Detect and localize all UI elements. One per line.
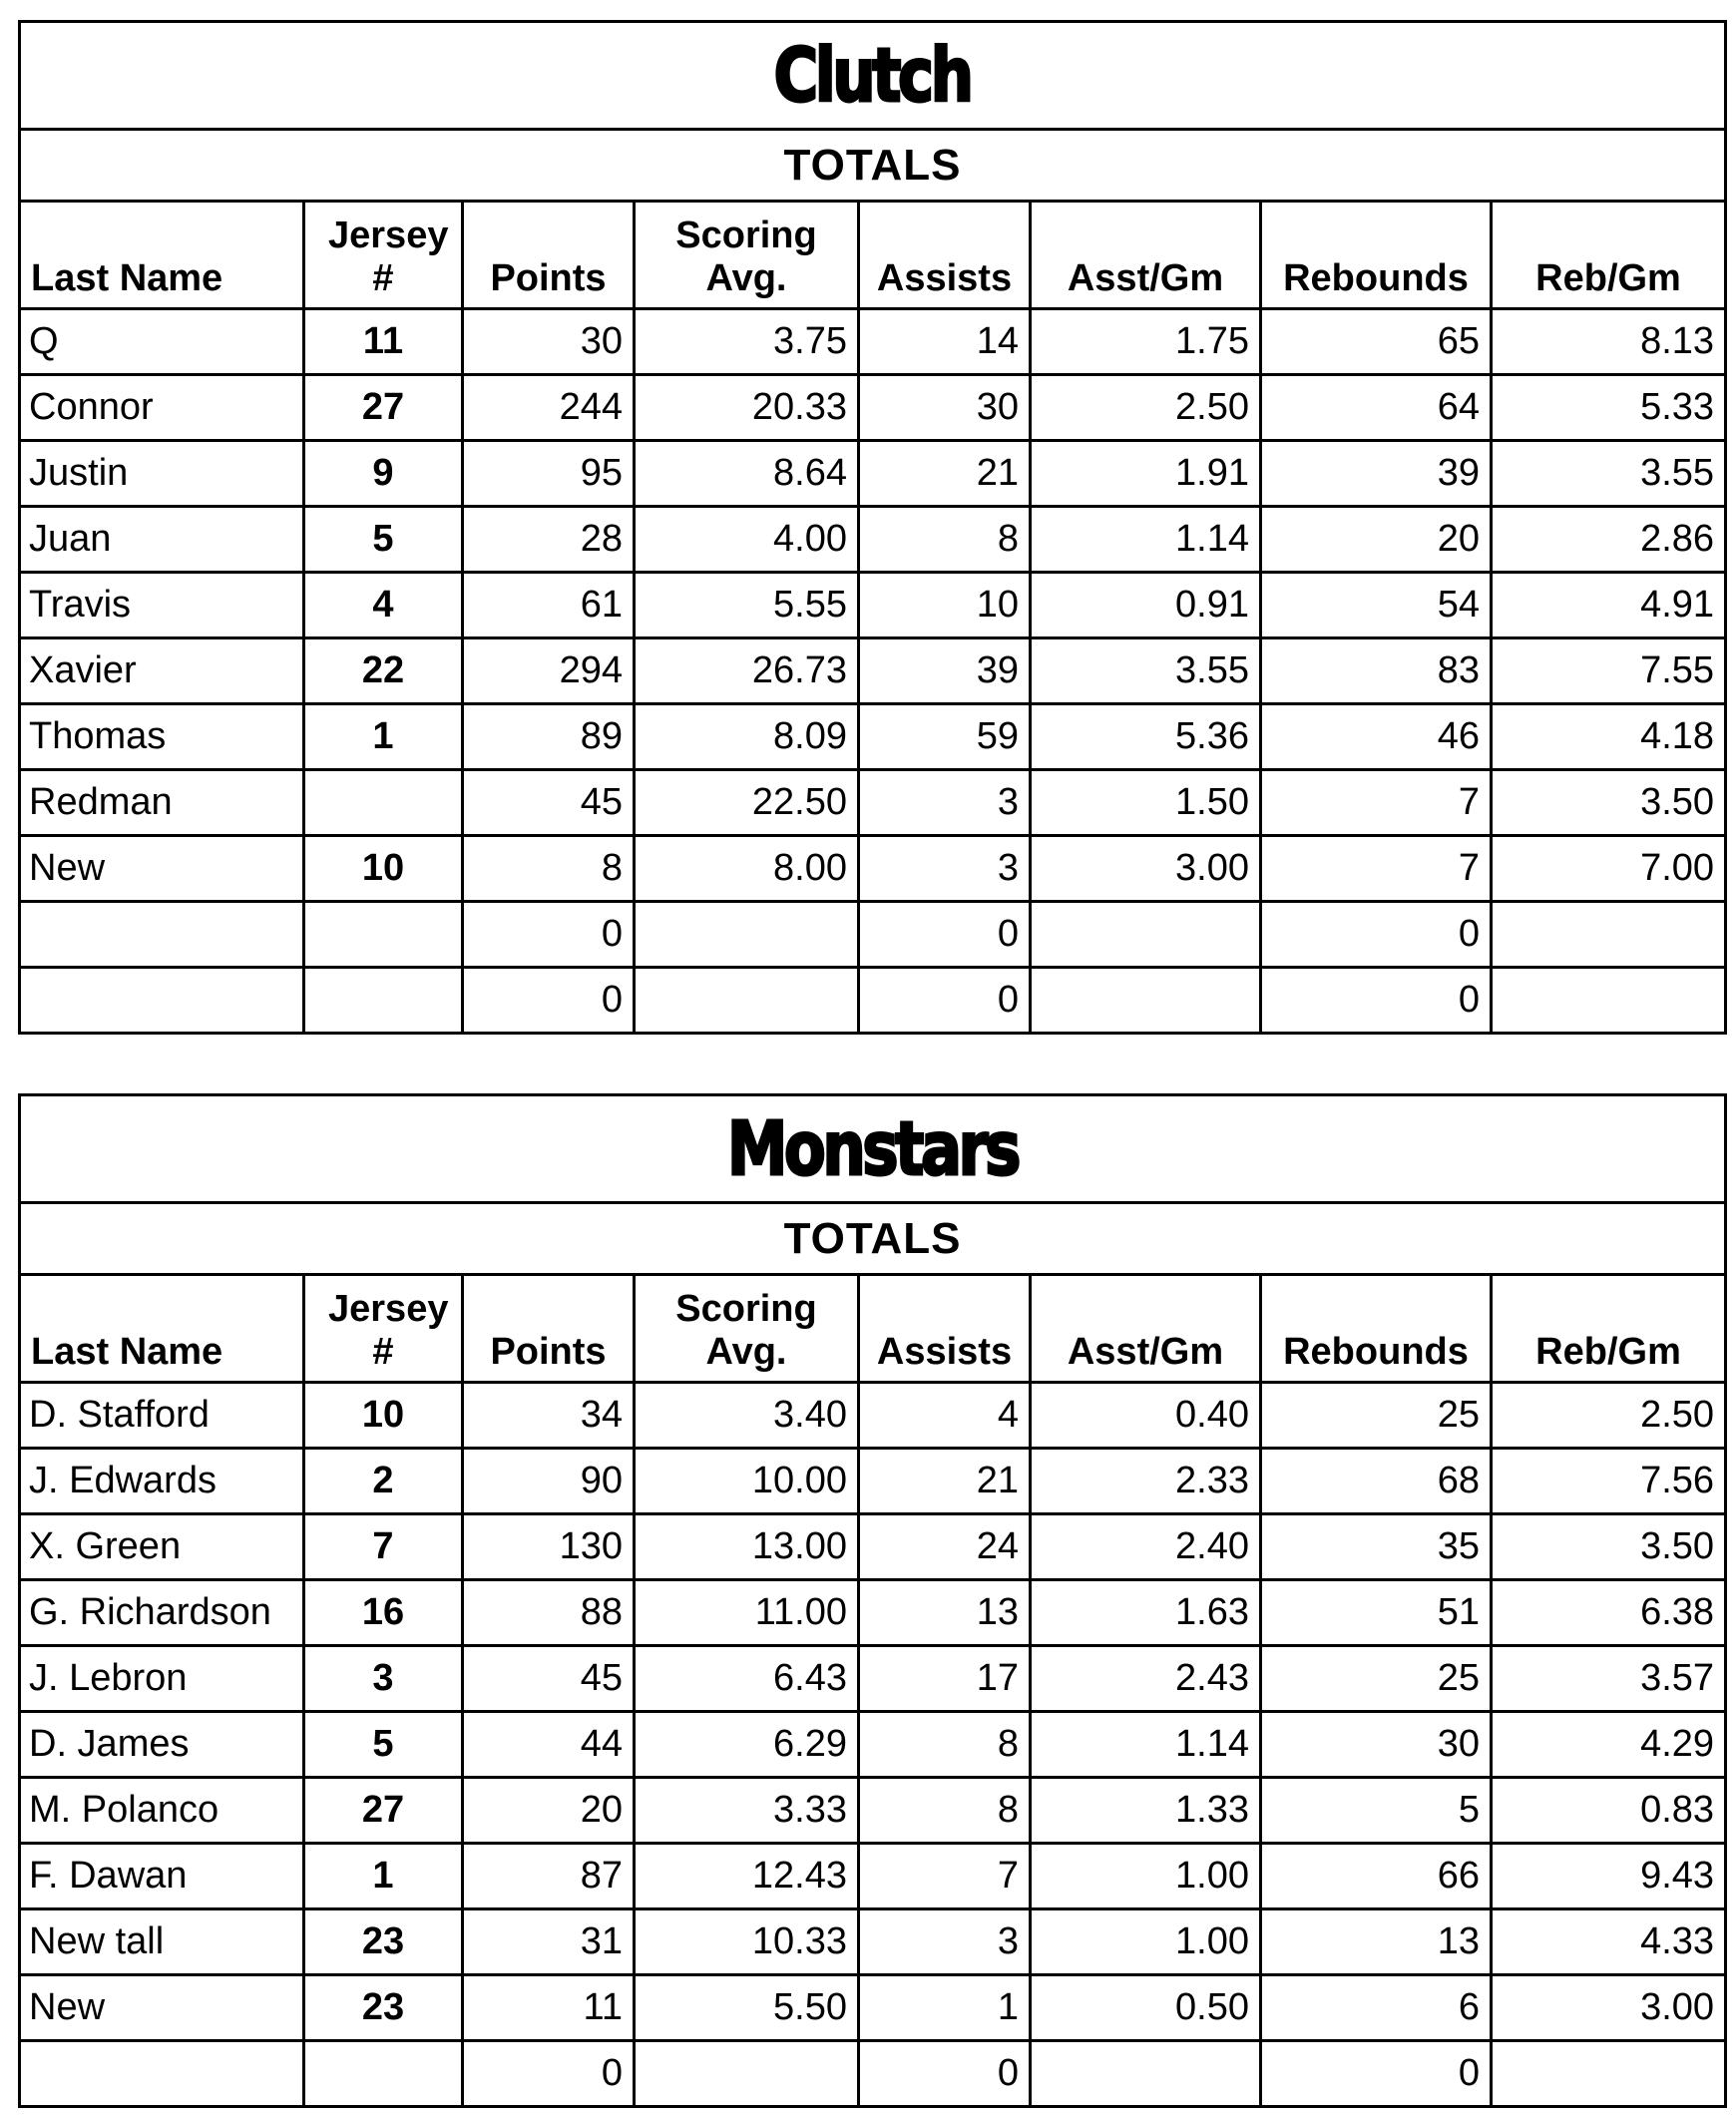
cell-jersey: 10 bbox=[304, 1383, 463, 1449]
cell-rebounds: 64 bbox=[1261, 375, 1492, 441]
cell-jersey bbox=[304, 2041, 463, 2107]
column-header-rebounds: Rebounds bbox=[1261, 1275, 1492, 1383]
cell-reb-per-game: 8.13 bbox=[1492, 309, 1726, 375]
table-row bbox=[20, 968, 1726, 1034]
cell-last-name bbox=[20, 902, 304, 968]
cell-rebounds: 51 bbox=[1261, 1580, 1492, 1646]
cell-assists: 0 bbox=[859, 902, 1031, 968]
table-row bbox=[20, 770, 1726, 836]
cell-points: 90 bbox=[463, 1449, 635, 1514]
cell-assists: 24 bbox=[859, 1514, 1031, 1580]
cell-jersey bbox=[304, 902, 463, 968]
cell-assists: 3 bbox=[859, 770, 1031, 836]
cell-points: 28 bbox=[463, 507, 635, 573]
column-header-asst-per-game: Asst/Gm bbox=[1031, 1275, 1261, 1383]
table-row bbox=[20, 507, 1726, 573]
table-row bbox=[20, 704, 1726, 770]
cell-scoring-avg: 3.75 bbox=[635, 309, 859, 375]
table-row bbox=[20, 1844, 1726, 1909]
cell-last-name: Redman bbox=[20, 770, 304, 836]
cell-scoring-avg: 3.40 bbox=[635, 1383, 859, 1449]
cell-rebounds: 7 bbox=[1261, 770, 1492, 836]
cell-reb-per-game: 4.33 bbox=[1492, 1909, 1726, 1975]
cell-assists: 59 bbox=[859, 704, 1031, 770]
cell-jersey: 9 bbox=[304, 441, 463, 507]
cell-scoring-avg: 13.00 bbox=[635, 1514, 859, 1580]
column-header-jersey: Jersey # bbox=[304, 202, 463, 309]
cell-points: 34 bbox=[463, 1383, 635, 1449]
cell-asst-per-game: 0.40 bbox=[1031, 1383, 1261, 1449]
cell-jersey: 4 bbox=[304, 573, 463, 638]
totals-heading: TOTALS bbox=[20, 1203, 1726, 1275]
cell-last-name: Juan bbox=[20, 507, 304, 573]
cell-rebounds: 7 bbox=[1261, 836, 1492, 902]
cell-asst-per-game: 3.55 bbox=[1031, 638, 1261, 704]
cell-points: 88 bbox=[463, 1580, 635, 1646]
cell-rebounds: 35 bbox=[1261, 1514, 1492, 1580]
cell-rebounds: 30 bbox=[1261, 1712, 1492, 1778]
cell-jersey: 27 bbox=[304, 375, 463, 441]
table-row bbox=[20, 1580, 1726, 1646]
cell-assists: 30 bbox=[859, 375, 1031, 441]
cell-reb-per-game bbox=[1492, 968, 1726, 1034]
table-row bbox=[20, 638, 1726, 704]
team-name-cell bbox=[20, 1095, 1726, 1203]
cell-asst-per-game: 1.00 bbox=[1031, 1844, 1261, 1909]
column-header-assists: Assists bbox=[859, 202, 1031, 309]
column-header-row bbox=[20, 1275, 1726, 1383]
cell-rebounds: 0 bbox=[1261, 968, 1492, 1034]
cell-scoring-avg: 6.43 bbox=[635, 1646, 859, 1712]
cell-points: 0 bbox=[463, 968, 635, 1034]
cell-assists: 7 bbox=[859, 1844, 1031, 1909]
column-header-last-name: Last Name bbox=[20, 1275, 304, 1383]
cell-rebounds: 68 bbox=[1261, 1449, 1492, 1514]
cell-rebounds: 0 bbox=[1261, 2041, 1492, 2107]
cell-assists: 3 bbox=[859, 836, 1031, 902]
cell-reb-per-game bbox=[1492, 2041, 1726, 2107]
cell-rebounds: 25 bbox=[1261, 1383, 1492, 1449]
cell-rebounds: 6 bbox=[1261, 1975, 1492, 2041]
table-row bbox=[20, 441, 1726, 507]
cell-asst-per-game: 0.91 bbox=[1031, 573, 1261, 638]
table-row bbox=[20, 1449, 1726, 1514]
cell-jersey: 27 bbox=[304, 1778, 463, 1844]
column-header-scoring-avg: Scoring Avg. bbox=[635, 202, 859, 309]
cell-assists: 17 bbox=[859, 1646, 1031, 1712]
cell-assists: 8 bbox=[859, 1712, 1031, 1778]
cell-rebounds: 20 bbox=[1261, 507, 1492, 573]
cell-assists: 0 bbox=[859, 968, 1031, 1034]
cell-last-name: F. Dawan bbox=[20, 1844, 304, 1909]
column-header-assists: Assists bbox=[859, 1275, 1031, 1383]
cell-asst-per-game: 1.63 bbox=[1031, 1580, 1261, 1646]
cell-jersey: 5 bbox=[304, 507, 463, 573]
cell-asst-per-game: 1.75 bbox=[1031, 309, 1261, 375]
stats-table bbox=[18, 1093, 1727, 2108]
cell-last-name: X. Green bbox=[20, 1514, 304, 1580]
cell-last-name bbox=[20, 2041, 304, 2107]
cell-asst-per-game: 2.33 bbox=[1031, 1449, 1261, 1514]
cell-jersey: 23 bbox=[304, 1975, 463, 2041]
team-stats-table-clutch bbox=[18, 20, 1724, 1035]
cell-points: 11 bbox=[463, 1975, 635, 2041]
cell-last-name: Thomas bbox=[20, 704, 304, 770]
cell-asst-per-game: 1.91 bbox=[1031, 441, 1261, 507]
cell-asst-per-game: 1.33 bbox=[1031, 1778, 1261, 1844]
cell-rebounds: 66 bbox=[1261, 1844, 1492, 1909]
cell-points: 30 bbox=[463, 309, 635, 375]
cell-points: 0 bbox=[463, 2041, 635, 2107]
cell-last-name: G. Richardson bbox=[20, 1580, 304, 1646]
stats-table bbox=[18, 20, 1727, 1035]
cell-asst-per-game: 1.14 bbox=[1031, 507, 1261, 573]
cell-reb-per-game: 0.83 bbox=[1492, 1778, 1726, 1844]
cell-rebounds: 54 bbox=[1261, 573, 1492, 638]
cell-last-name: New bbox=[20, 836, 304, 902]
cell-points: 130 bbox=[463, 1514, 635, 1580]
cell-last-name: Connor bbox=[20, 375, 304, 441]
cell-reb-per-game: 7.00 bbox=[1492, 836, 1726, 902]
cell-jersey: 1 bbox=[304, 1844, 463, 1909]
cell-rebounds: 46 bbox=[1261, 704, 1492, 770]
table-row bbox=[20, 1975, 1726, 2041]
cell-rebounds: 13 bbox=[1261, 1909, 1492, 1975]
column-header-row bbox=[20, 202, 1726, 309]
cell-reb-per-game: 4.18 bbox=[1492, 704, 1726, 770]
column-header-points: Points bbox=[463, 202, 635, 309]
cell-points: 244 bbox=[463, 375, 635, 441]
cell-jersey: 3 bbox=[304, 1646, 463, 1712]
cell-assists: 3 bbox=[859, 1909, 1031, 1975]
cell-rebounds: 65 bbox=[1261, 309, 1492, 375]
cell-scoring-avg: 11.00 bbox=[635, 1580, 859, 1646]
table-body bbox=[20, 1383, 1726, 2107]
cell-last-name: New tall bbox=[20, 1909, 304, 1975]
cell-jersey: 7 bbox=[304, 1514, 463, 1580]
cell-jersey bbox=[304, 770, 463, 836]
cell-last-name: D. James bbox=[20, 1712, 304, 1778]
cell-reb-per-game: 3.50 bbox=[1492, 1514, 1726, 1580]
cell-asst-per-game: 5.36 bbox=[1031, 704, 1261, 770]
cell-points: 87 bbox=[463, 1844, 635, 1909]
cell-points: 61 bbox=[463, 573, 635, 638]
cell-jersey: 23 bbox=[304, 1909, 463, 1975]
cell-jersey: 22 bbox=[304, 638, 463, 704]
cell-scoring-avg: 22.50 bbox=[635, 770, 859, 836]
table-row bbox=[20, 836, 1726, 902]
cell-reb-per-game: 7.55 bbox=[1492, 638, 1726, 704]
column-header-asst-per-game: Asst/Gm bbox=[1031, 202, 1261, 309]
cell-asst-per-game: 2.50 bbox=[1031, 375, 1261, 441]
cell-assists: 10 bbox=[859, 573, 1031, 638]
cell-points: 294 bbox=[463, 638, 635, 704]
column-header-last-name: Last Name bbox=[20, 202, 304, 309]
cell-jersey: 5 bbox=[304, 1712, 463, 1778]
cell-points: 89 bbox=[463, 704, 635, 770]
cell-scoring-avg: 4.00 bbox=[635, 507, 859, 573]
cell-jersey: 10 bbox=[304, 836, 463, 902]
cell-points: 45 bbox=[463, 1646, 635, 1712]
cell-scoring-avg: 6.29 bbox=[635, 1712, 859, 1778]
column-header-scoring-avg: Scoring Avg. bbox=[635, 1275, 859, 1383]
cell-reb-per-game: 4.29 bbox=[1492, 1712, 1726, 1778]
cell-jersey: 11 bbox=[304, 309, 463, 375]
table-row bbox=[20, 2041, 1726, 2107]
cell-reb-per-game: 2.50 bbox=[1492, 1383, 1726, 1449]
cell-asst-per-game bbox=[1031, 968, 1261, 1034]
cell-reb-per-game: 3.57 bbox=[1492, 1646, 1726, 1712]
cell-rebounds: 83 bbox=[1261, 638, 1492, 704]
cell-asst-per-game: 2.40 bbox=[1031, 1514, 1261, 1580]
cell-points: 95 bbox=[463, 441, 635, 507]
cell-assists: 21 bbox=[859, 1449, 1031, 1514]
cell-scoring-avg: 26.73 bbox=[635, 638, 859, 704]
table-row bbox=[20, 1383, 1726, 1449]
cell-scoring-avg: 20.33 bbox=[635, 375, 859, 441]
column-header-rebounds: Rebounds bbox=[1261, 202, 1492, 309]
cell-rebounds: 39 bbox=[1261, 441, 1492, 507]
totals-heading: TOTALS bbox=[20, 130, 1726, 202]
cell-jersey: 1 bbox=[304, 704, 463, 770]
cell-last-name: M. Polanco bbox=[20, 1778, 304, 1844]
cell-points: 0 bbox=[463, 902, 635, 968]
table-row bbox=[20, 1514, 1726, 1580]
cell-reb-per-game: 6.38 bbox=[1492, 1580, 1726, 1646]
cell-jersey: 16 bbox=[304, 1580, 463, 1646]
cell-scoring-avg bbox=[635, 968, 859, 1034]
cell-asst-per-game: 2.43 bbox=[1031, 1646, 1261, 1712]
cell-scoring-avg: 10.33 bbox=[635, 1909, 859, 1975]
column-header-jersey: Jersey # bbox=[304, 1275, 463, 1383]
column-header-reb-per-game: Reb/Gm bbox=[1492, 1275, 1726, 1383]
cell-reb-per-game: 3.50 bbox=[1492, 770, 1726, 836]
cell-scoring-avg: 5.50 bbox=[635, 1975, 859, 2041]
table-row bbox=[20, 375, 1726, 441]
cell-assists: 14 bbox=[859, 309, 1031, 375]
team-stats-table-monstars bbox=[18, 1093, 1724, 2108]
cell-asst-per-game: 0.50 bbox=[1031, 1975, 1261, 2041]
cell-reb-per-game: 4.91 bbox=[1492, 573, 1726, 638]
team-name-cell bbox=[20, 22, 1726, 130]
cell-rebounds: 25 bbox=[1261, 1646, 1492, 1712]
cell-last-name: D. Stafford bbox=[20, 1383, 304, 1449]
cell-assists: 8 bbox=[859, 507, 1031, 573]
cell-assists: 4 bbox=[859, 1383, 1031, 1449]
cell-points: 31 bbox=[463, 1909, 635, 1975]
table-row bbox=[20, 573, 1726, 638]
cell-asst-per-game bbox=[1031, 2041, 1261, 2107]
table-row bbox=[20, 1646, 1726, 1712]
table-row bbox=[20, 1778, 1726, 1844]
cell-assists: 0 bbox=[859, 2041, 1031, 2107]
cell-scoring-avg: 10.00 bbox=[635, 1449, 859, 1514]
cell-last-name: Travis bbox=[20, 573, 304, 638]
cell-last-name: New bbox=[20, 1975, 304, 2041]
cell-last-name: Q bbox=[20, 309, 304, 375]
cell-reb-per-game: 7.56 bbox=[1492, 1449, 1726, 1514]
cell-jersey: 2 bbox=[304, 1449, 463, 1514]
cell-asst-per-game: 3.00 bbox=[1031, 836, 1261, 902]
cell-last-name: J. Lebron bbox=[20, 1646, 304, 1712]
cell-last-name: Justin bbox=[20, 441, 304, 507]
table-body bbox=[20, 309, 1726, 1034]
column-header-reb-per-game: Reb/Gm bbox=[1492, 202, 1726, 309]
cell-scoring-avg: 12.43 bbox=[635, 1844, 859, 1909]
cell-scoring-avg: 8.09 bbox=[635, 704, 859, 770]
cell-assists: 13 bbox=[859, 1580, 1031, 1646]
cell-jersey bbox=[304, 968, 463, 1034]
cell-reb-per-game: 9.43 bbox=[1492, 1844, 1726, 1909]
cell-points: 45 bbox=[463, 770, 635, 836]
cell-reb-per-game bbox=[1492, 902, 1726, 968]
cell-asst-per-game: 1.14 bbox=[1031, 1712, 1261, 1778]
table-row bbox=[20, 902, 1726, 968]
cell-asst-per-game: 1.50 bbox=[1031, 770, 1261, 836]
cell-reb-per-game: 2.86 bbox=[1492, 507, 1726, 573]
cell-rebounds: 0 bbox=[1261, 902, 1492, 968]
cell-scoring-avg: 8.64 bbox=[635, 441, 859, 507]
cell-points: 20 bbox=[463, 1778, 635, 1844]
cell-reb-per-game: 3.00 bbox=[1492, 1975, 1726, 2041]
cell-assists: 1 bbox=[859, 1975, 1031, 2041]
cell-reb-per-game: 3.55 bbox=[1492, 441, 1726, 507]
cell-last-name: Xavier bbox=[20, 638, 304, 704]
cell-scoring-avg: 8.00 bbox=[635, 836, 859, 902]
table-row bbox=[20, 309, 1726, 375]
team-name: Clutch bbox=[774, 32, 972, 119]
cell-points: 44 bbox=[463, 1712, 635, 1778]
cell-rebounds: 5 bbox=[1261, 1778, 1492, 1844]
cell-scoring-avg bbox=[635, 902, 859, 968]
cell-reb-per-game: 5.33 bbox=[1492, 375, 1726, 441]
cell-assists: 8 bbox=[859, 1778, 1031, 1844]
table-row bbox=[20, 1712, 1726, 1778]
cell-scoring-avg: 3.33 bbox=[635, 1778, 859, 1844]
cell-points: 8 bbox=[463, 836, 635, 902]
cell-scoring-avg: 5.55 bbox=[635, 573, 859, 638]
cell-last-name: J. Edwards bbox=[20, 1449, 304, 1514]
cell-asst-per-game bbox=[1031, 902, 1261, 968]
cell-assists: 39 bbox=[859, 638, 1031, 704]
cell-last-name bbox=[20, 968, 304, 1034]
cell-assists: 21 bbox=[859, 441, 1031, 507]
cell-scoring-avg bbox=[635, 2041, 859, 2107]
team-name: Monstars bbox=[726, 1105, 1019, 1192]
table-row bbox=[20, 1909, 1726, 1975]
cell-asst-per-game: 1.00 bbox=[1031, 1909, 1261, 1975]
column-header-points: Points bbox=[463, 1275, 635, 1383]
